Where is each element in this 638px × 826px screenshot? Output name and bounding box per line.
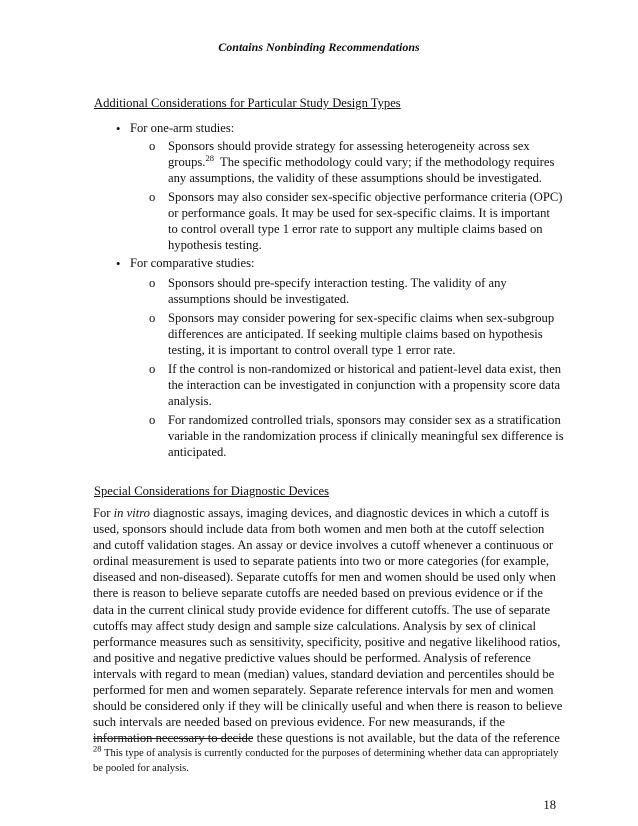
text-line: testing, it is important to control overall type 1 error rate.	[168, 343, 456, 357]
paragraph-line: such intervals are needed based on previous evidence. For new measurands, if the	[93, 715, 505, 730]
footnote	[93, 743, 563, 776]
sub-bullet-icon: o	[149, 413, 156, 427]
footnote-number: 28	[93, 743, 102, 754]
paragraph-line: data in the current clinical study provide evidence for different cutoffs. The use of separate	[93, 602, 551, 617]
page-number: 18	[543, 798, 556, 812]
footnote-divider	[93, 738, 253, 739]
paragraph-line: performance measures such as sensitivity, specificity, positive and negative likelihood ratios,	[93, 634, 561, 649]
paragraph-line: and positive and negative predictive values should be performed. Analysis of reference	[93, 650, 531, 665]
bullet-icon: •	[116, 122, 121, 136]
text-line: the interaction can be investigated in conjunction with a propensity score data	[168, 378, 561, 392]
text-line: groups.$^{28}$ The specific methodology could vary; if the methodology requires	[168, 152, 555, 169]
text-line: anticipated.	[168, 445, 227, 459]
paragraph-line: and cutoff validation stages. An assay or device involves a cutoff whenever a continuous or	[93, 538, 554, 553]
bullet-label-one-arm: For one-arm studies:	[130, 121, 235, 135]
section-heading-study-design: Additional Considerations for Particular Study Design Types	[94, 96, 401, 110]
paragraph-line: performed for men and women separately. Separate reference intervals for men and women	[93, 683, 554, 697]
text-line: Sponsors should provide strategy for assessing heterogeneity across sex	[168, 139, 530, 153]
paragraph-line: cutoffs may affect study design and sample size calculations. Analysis by sex of clinical	[93, 618, 537, 633]
text-line: variable in the randomization process if clinically meaningful sex difference is	[168, 429, 564, 443]
paragraph-line: information necessary to decide these questions is not available, but the data of the reference	[93, 731, 560, 746]
footnote-text-line2: be pooled for analysis.	[93, 763, 189, 774]
paragraph-line: ordinal measurement is used to separate patients into two or more categories (for example,	[93, 554, 550, 569]
sub-bullet-icon: o	[149, 139, 156, 153]
text-line: hypothesis testing.	[168, 238, 262, 252]
text-line: Sponsors should pre-specify interaction testing. The validity of any	[168, 276, 507, 290]
paragraph-line: should be considered only if they will be clinically useful and when there is reason to believe	[93, 699, 563, 714]
paragraph-line: intervals with regard to mean (median) values, standard deviation and percentiles should be	[93, 666, 555, 681]
text-line: Sponsors may consider powering for sex-specific claims when sex-subgroup	[168, 311, 555, 325]
text-line: For randomized controlled trials, sponsors may consider sex as a stratification	[168, 413, 561, 427]
footnote-ref: 28	[205, 152, 214, 163]
sub-bullet-icon: o	[149, 311, 156, 325]
text-line: any assumptions, the validity of these assumptions should be investigated.	[168, 171, 542, 185]
paragraph-first-line: For in vitro diagnostic assays, imaging devices, and diagnostic devices in which a cutoff is	[93, 506, 550, 520]
footnote-text-line1: This type of analysis is currently conducted for the purposes of determining whether data can appropriately	[103, 748, 559, 759]
paragraph-line: there is reason to believe separate cutoffs are needed based on previous evidence or if the	[93, 586, 543, 601]
bullet-label-comparative: For comparative studies:	[130, 256, 255, 270]
text-line: analysis.	[168, 394, 212, 408]
text-line: assumptions should be investigated.	[168, 292, 350, 306]
section-heading-diagnostic-devices: Special Considerations for Diagnostic Devices	[94, 484, 330, 498]
paragraph-line: used, sponsors should include data from both women and men both at the cutoff selection	[93, 522, 545, 536]
sub-bullet-icon: o	[149, 190, 156, 204]
bullet-icon: •	[116, 257, 121, 271]
text-line: Sponsors may also consider sex-specific objective performance criteria (OPC)	[168, 190, 563, 204]
page-header: Contains Nonbinding Recommendations	[218, 40, 420, 54]
paragraph-line: diseased and non-diseased). Separate cutoffs for men and women should be used only when	[93, 570, 556, 585]
text-line: If the control is non-randomized or historical and patient-level data exist, then	[168, 362, 562, 376]
text-line: or performance goals. It may be used for sex-specific claims. It is important	[168, 206, 550, 220]
sub-bullet-icon: o	[149, 362, 156, 376]
sub-bullet-icon: o	[149, 276, 156, 290]
italic-term: in vitro	[113, 506, 150, 520]
text-line: to control overall type 1 error rate to support any multiple claims based on	[168, 222, 543, 236]
text-line: differences are anticipated. If seeking multiple claims based on hypothesis	[168, 327, 543, 341]
